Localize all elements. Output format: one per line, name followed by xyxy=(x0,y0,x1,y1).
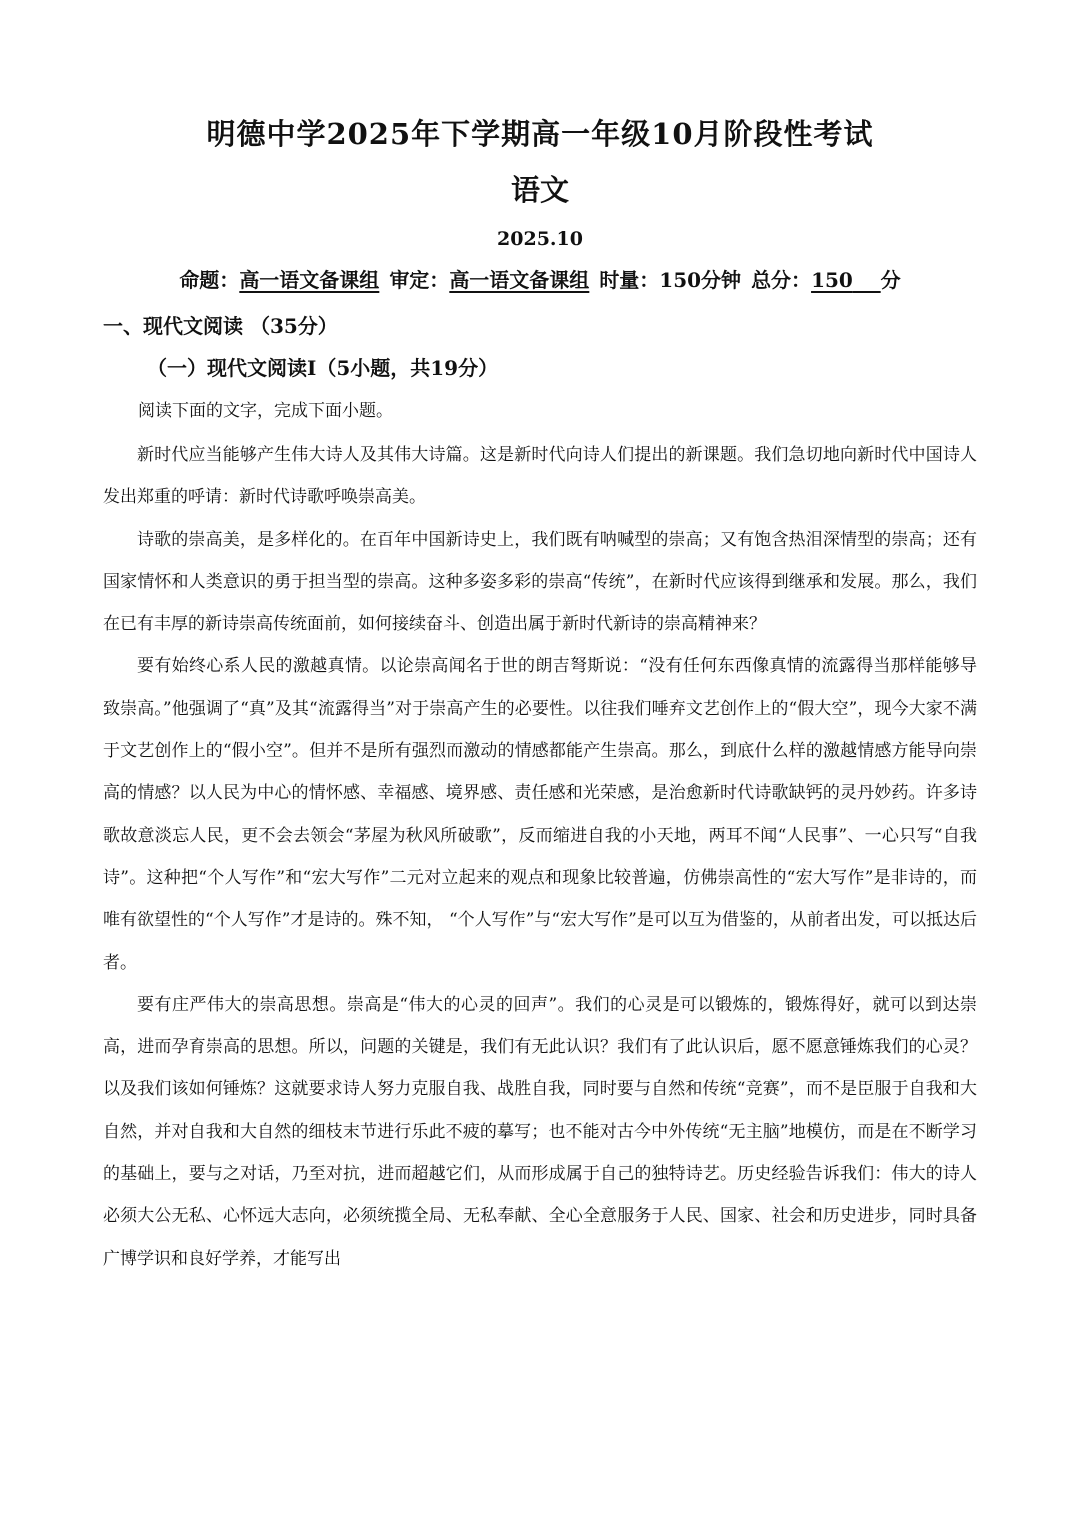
reading-passage xyxy=(103,434,977,1280)
reviewer-value: 高一语文备课组 xyxy=(449,268,590,292)
exam-meta-line xyxy=(0,264,1080,293)
exam-date: 2025.10 xyxy=(497,228,583,250)
reading-instruction: 阅读下面的文字，完成下面小题。 xyxy=(138,401,393,421)
score-label: 总分： xyxy=(751,268,812,292)
duration-text: 时量：150分钟 xyxy=(599,268,742,292)
passage-paragraph: 要有始终心系人民的激越真情。以论崇高闻名于世的朗吉弩斯说：“没有任何东西像真情的流露得当那样能够导致崇高。”他强调了“真”及其“流露得当”对于崇高产生的必要性。以往我们唾弃文艺创作上的“假大空”，现今大家不满于文艺创作上的“假小空”。但并不是所有强烈而激动的情感都能产生崇高。那么，到底什么样的激越情感方能导向崇高的情感？以人民为中心的情怀感、幸福感、境界感、责任感和光荣感，是治愈新时代诗歌缺钙的灵丹妙药。许多诗歌故意淡忘人民，更不会去领会“茅屋为秋风所破歌”，反而缩进自我的小天地，两耳不闻“人民事”、一心只写“自我诗”。这种把“个人写作”和“宏大写作”二元对立起来的观点和现象比较普遍，仿佛崇高性的“宏大写作”是非诗的，而唯有欲望性的“个人写作”才是诗的。殊不知， “个人写作”与“宏大写作”是可以互为借鉴的，从前者出发，可以抵达后者。 xyxy=(103,656,977,973)
reviewer-label: 审定： xyxy=(389,268,450,292)
score-value: 150 xyxy=(811,268,853,292)
passage-paragraph: 诗歌的崇高美，是多样化的。在百年中国新诗史上，我们既有呐喊型的崇高；又有饱含热泪深情型的崇高；还有国家情怀和人类意识的勇于担当型的崇高。这种多姿多彩的崇高“传统”，在新时代应该得到继承和发展。那么，我们在已有丰厚的新诗崇高传统面前，如何接续奋斗、创造出属于新时代新诗的崇高精神来？ xyxy=(103,529,977,635)
subject-title: 语文 xyxy=(510,173,569,207)
author-value: 高一语文备课组 xyxy=(239,268,380,292)
passage-paragraph: 要有庄严伟大的崇高思想。崇高是“伟大的心灵的回声”。我们的心灵是可以锻炼的，锻炼得好，就可以到达崇高，进而孕育崇高的思想。所以，问题的关键是，我们有无此认识？我们有了此认识后，愿不愿意锤炼我们的心灵？以及我们该如何锤炼？这就要求诗人努力克服自我、战胜自我，同时要与自然和传统“竞赛”，而不是臣服于自我和大自然，并对自我和大自然的细枝末节进行乐此不疲的摹写；也不能对古今中外传统“无主脑”地模仿，而是在不断学习的基础上，要与之对话，乃至对抗，进而超越它们，从而形成属于自己的独特诗艺。历史经验告诉我们：伟大的诗人必须大公无私、心怀远大志向，必须统揽全局、无私奉献、全心全意服务于人民、国家、社会和历史进步，同时具备广博学识和良好学养，才能写出 xyxy=(103,994,977,1269)
passage-paragraph: 新时代应当能够产生伟大诗人及其伟大诗篇。这是新时代向诗人们提出的新课题。我们急切地向新时代中国诗人发出郑重的呼请：新时代诗歌呼唤崇高美。 xyxy=(103,445,977,508)
author-label: 命题： xyxy=(179,268,240,292)
score-unit: 分 xyxy=(880,268,901,292)
exam-title: 明德中学2025年下学期高一年级10月阶段性考试 xyxy=(206,117,874,151)
subsection-heading: （一）现代文阅读Ⅰ（5小题，共19分） xyxy=(147,356,499,380)
section-heading: 一、现代文阅读 （35分） xyxy=(103,314,338,338)
